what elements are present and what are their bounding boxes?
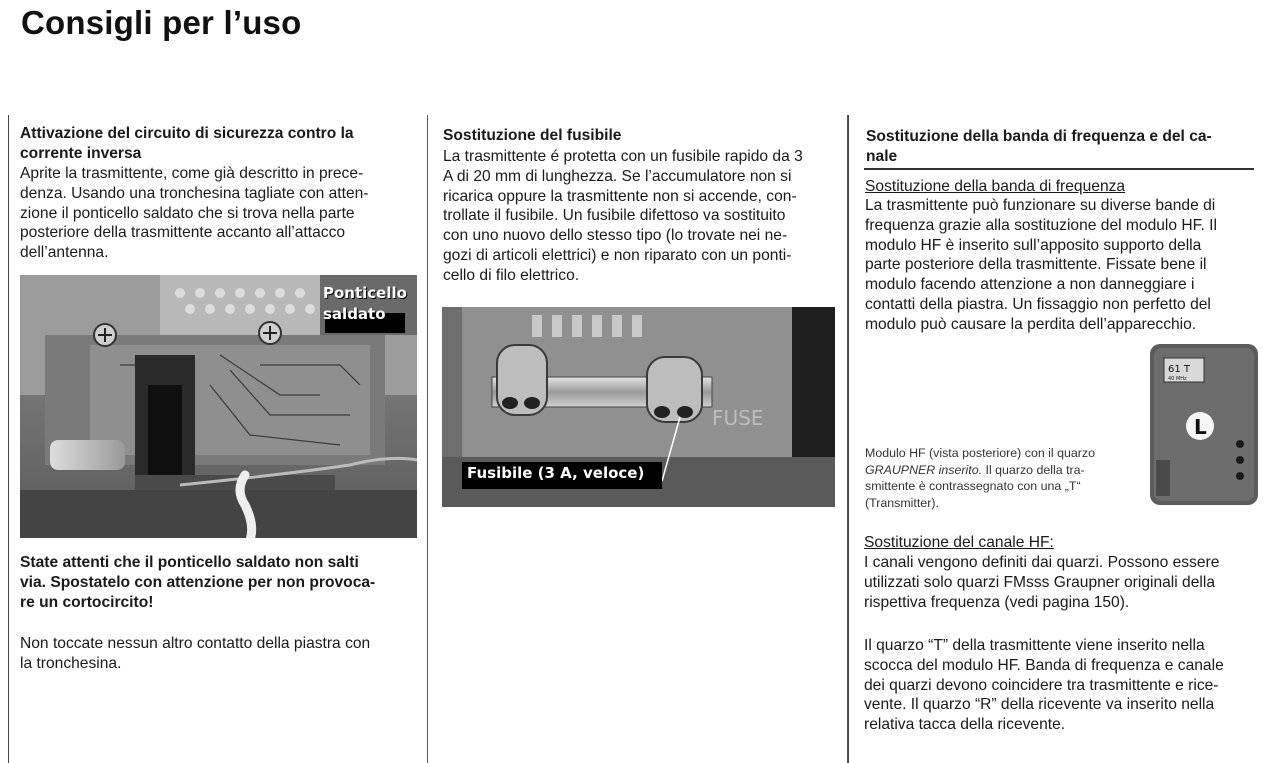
col3-body-line: parte posteriore della trasmittente. Fissate bene il [865, 256, 1207, 274]
col1-body-line: zione il ponticello saldato che si trova nella parte [20, 204, 355, 222]
col1-warning-line: via. Spostatelo con attenzione per non provoca- [20, 573, 376, 591]
col3-body-line: contatti della piastra. Un fissaggio non perfetto del [865, 295, 1211, 313]
fuse-print-text: FUSE [712, 406, 764, 430]
col1-body-line: Aprite la trasmittente, come già descritto in prece- [20, 165, 364, 182]
col1-warning-line: State attenti che il ponticello saldato non salti [20, 554, 359, 571]
col1-body-line: posteriore della trasmittente accanto all’attacco [20, 224, 346, 242]
col3-body-line: modulo facendo attenzione a non danneggiare i [865, 276, 1195, 294]
col1-note-line: la tronchesina. [20, 654, 122, 672]
col1-body [20, 164, 369, 263]
col3-body-line: frequenza grazie alla sostituzione del modulo HF. Il [865, 216, 1217, 234]
col2-body [443, 147, 803, 286]
col3-body-band [865, 196, 1217, 335]
col1-body-line: denza. Usando una tronchesina tagliate con atten- [20, 184, 369, 202]
col3-body-line: rispettiva frequenza (vedi pagina 150). [864, 593, 1130, 611]
col3-body-line: modulo HF è inserito sull’apposito supporto della [865, 236, 1202, 254]
col1-heading-line: Attivazione del circuito di sicurezza contro la [20, 125, 354, 142]
col3-body-line: dei quarzi devono coincidere tra trasmittente e rice- [864, 676, 1219, 694]
caption-rest: Il quarzo della tra- [982, 462, 1085, 477]
page-title: Consigli per l’uso [21, 4, 302, 41]
circuit-board-photo [20, 275, 417, 538]
col1-heading [20, 124, 354, 164]
col2-body-line: ricarica oppure la trasmittente non si accende, con- [443, 187, 797, 205]
photo-callout-fuse: Fusibile (3 A, veloce) [467, 464, 645, 482]
caption-line [865, 462, 1095, 479]
col3-subheading-channel: Sostituzione del canale HF: [864, 534, 1054, 551]
col2-body-line: cello di filo elettrico. [443, 266, 580, 284]
hf-module-photo [1148, 342, 1260, 507]
photo-callout-jumper [323, 283, 407, 325]
col3-heading-line: Sostituzione della banda di frequenza e del ca- [866, 128, 1212, 145]
fuse-photo [442, 307, 835, 507]
col3-heading [866, 127, 1212, 167]
crystal-sublabel: 40 MHz [1168, 376, 1187, 382]
col1-warning-line: re un cortocircito! [20, 593, 154, 611]
col1-note-line: Non toccate nessun altro contatto della piastra con [20, 635, 371, 652]
module-caption [865, 445, 1095, 511]
caption-line: (Transmitter). [865, 495, 939, 510]
caption-line: Modulo HF (vista posteriore) con il quarzo [865, 446, 1096, 460]
col2-body-line: con uno nuovo dello stesso tipo (lo trovate nei ne- [443, 227, 788, 245]
col3-heading-line: nale [866, 147, 898, 165]
col3-subheading-band: Sostituzione della banda di frequenza [865, 178, 1126, 195]
caption-italic: GRAUPNER inserito. [865, 462, 983, 477]
col3-body-line: relativa tacca della ricevente. [864, 716, 1066, 734]
col2-body-line: gozi di articoli elettrici) e non riparato con un ponti- [443, 246, 792, 264]
heading-divider [864, 168, 1254, 170]
col2-body-line: trollate il fusibile. Un fusibile difettoso va sostituito [443, 207, 786, 225]
col3-body-line: vente. Il quarzo “R” della ricevente va inserito nella [864, 696, 1215, 714]
col3-body-line: I canali vengono definiti dai quarzi. Possono essere [864, 554, 1220, 571]
photo-callout-line: Ponticello [323, 284, 407, 302]
col3-body-crystal [864, 636, 1224, 735]
col1-heading-line: corrente inversa [20, 144, 142, 162]
col2-body-line: A di 20 mm di lunghezza. Se l’accumulatore non si [443, 167, 792, 185]
col3-body-line: Il quarzo “T” della trasmittente viene inserito nella [864, 637, 1205, 654]
col3-body-line: modulo può causare la perdita dell’apparecchio. [865, 315, 1197, 333]
col1-note [20, 634, 370, 674]
col3-body-line: scocca del modulo HF. Banda di frequenza e canale [864, 656, 1224, 674]
col2-heading: Sostituzione del fusibile [443, 127, 622, 144]
band-letter: L [1194, 415, 1207, 439]
col1-warning [20, 553, 375, 612]
crystal-label: 61 T [1168, 364, 1191, 375]
col3-body-line: utilizzati solo quarzi FMsss Graupner originali della [864, 573, 1216, 591]
col1-body-line: dell’antenna. [20, 244, 109, 262]
col3-body-channel [864, 553, 1219, 612]
photo-callout-line: saldato [323, 305, 386, 323]
col2-body-line: La trasmittente é protetta con un fusibile rapido da 3 [443, 148, 803, 165]
hf-module-illustration [1148, 342, 1260, 507]
caption-line: smittente è contrassegnato con una „T“ [865, 479, 1081, 493]
col3-body-line: La trasmittente può funzionare su diverse bande di [865, 197, 1216, 214]
